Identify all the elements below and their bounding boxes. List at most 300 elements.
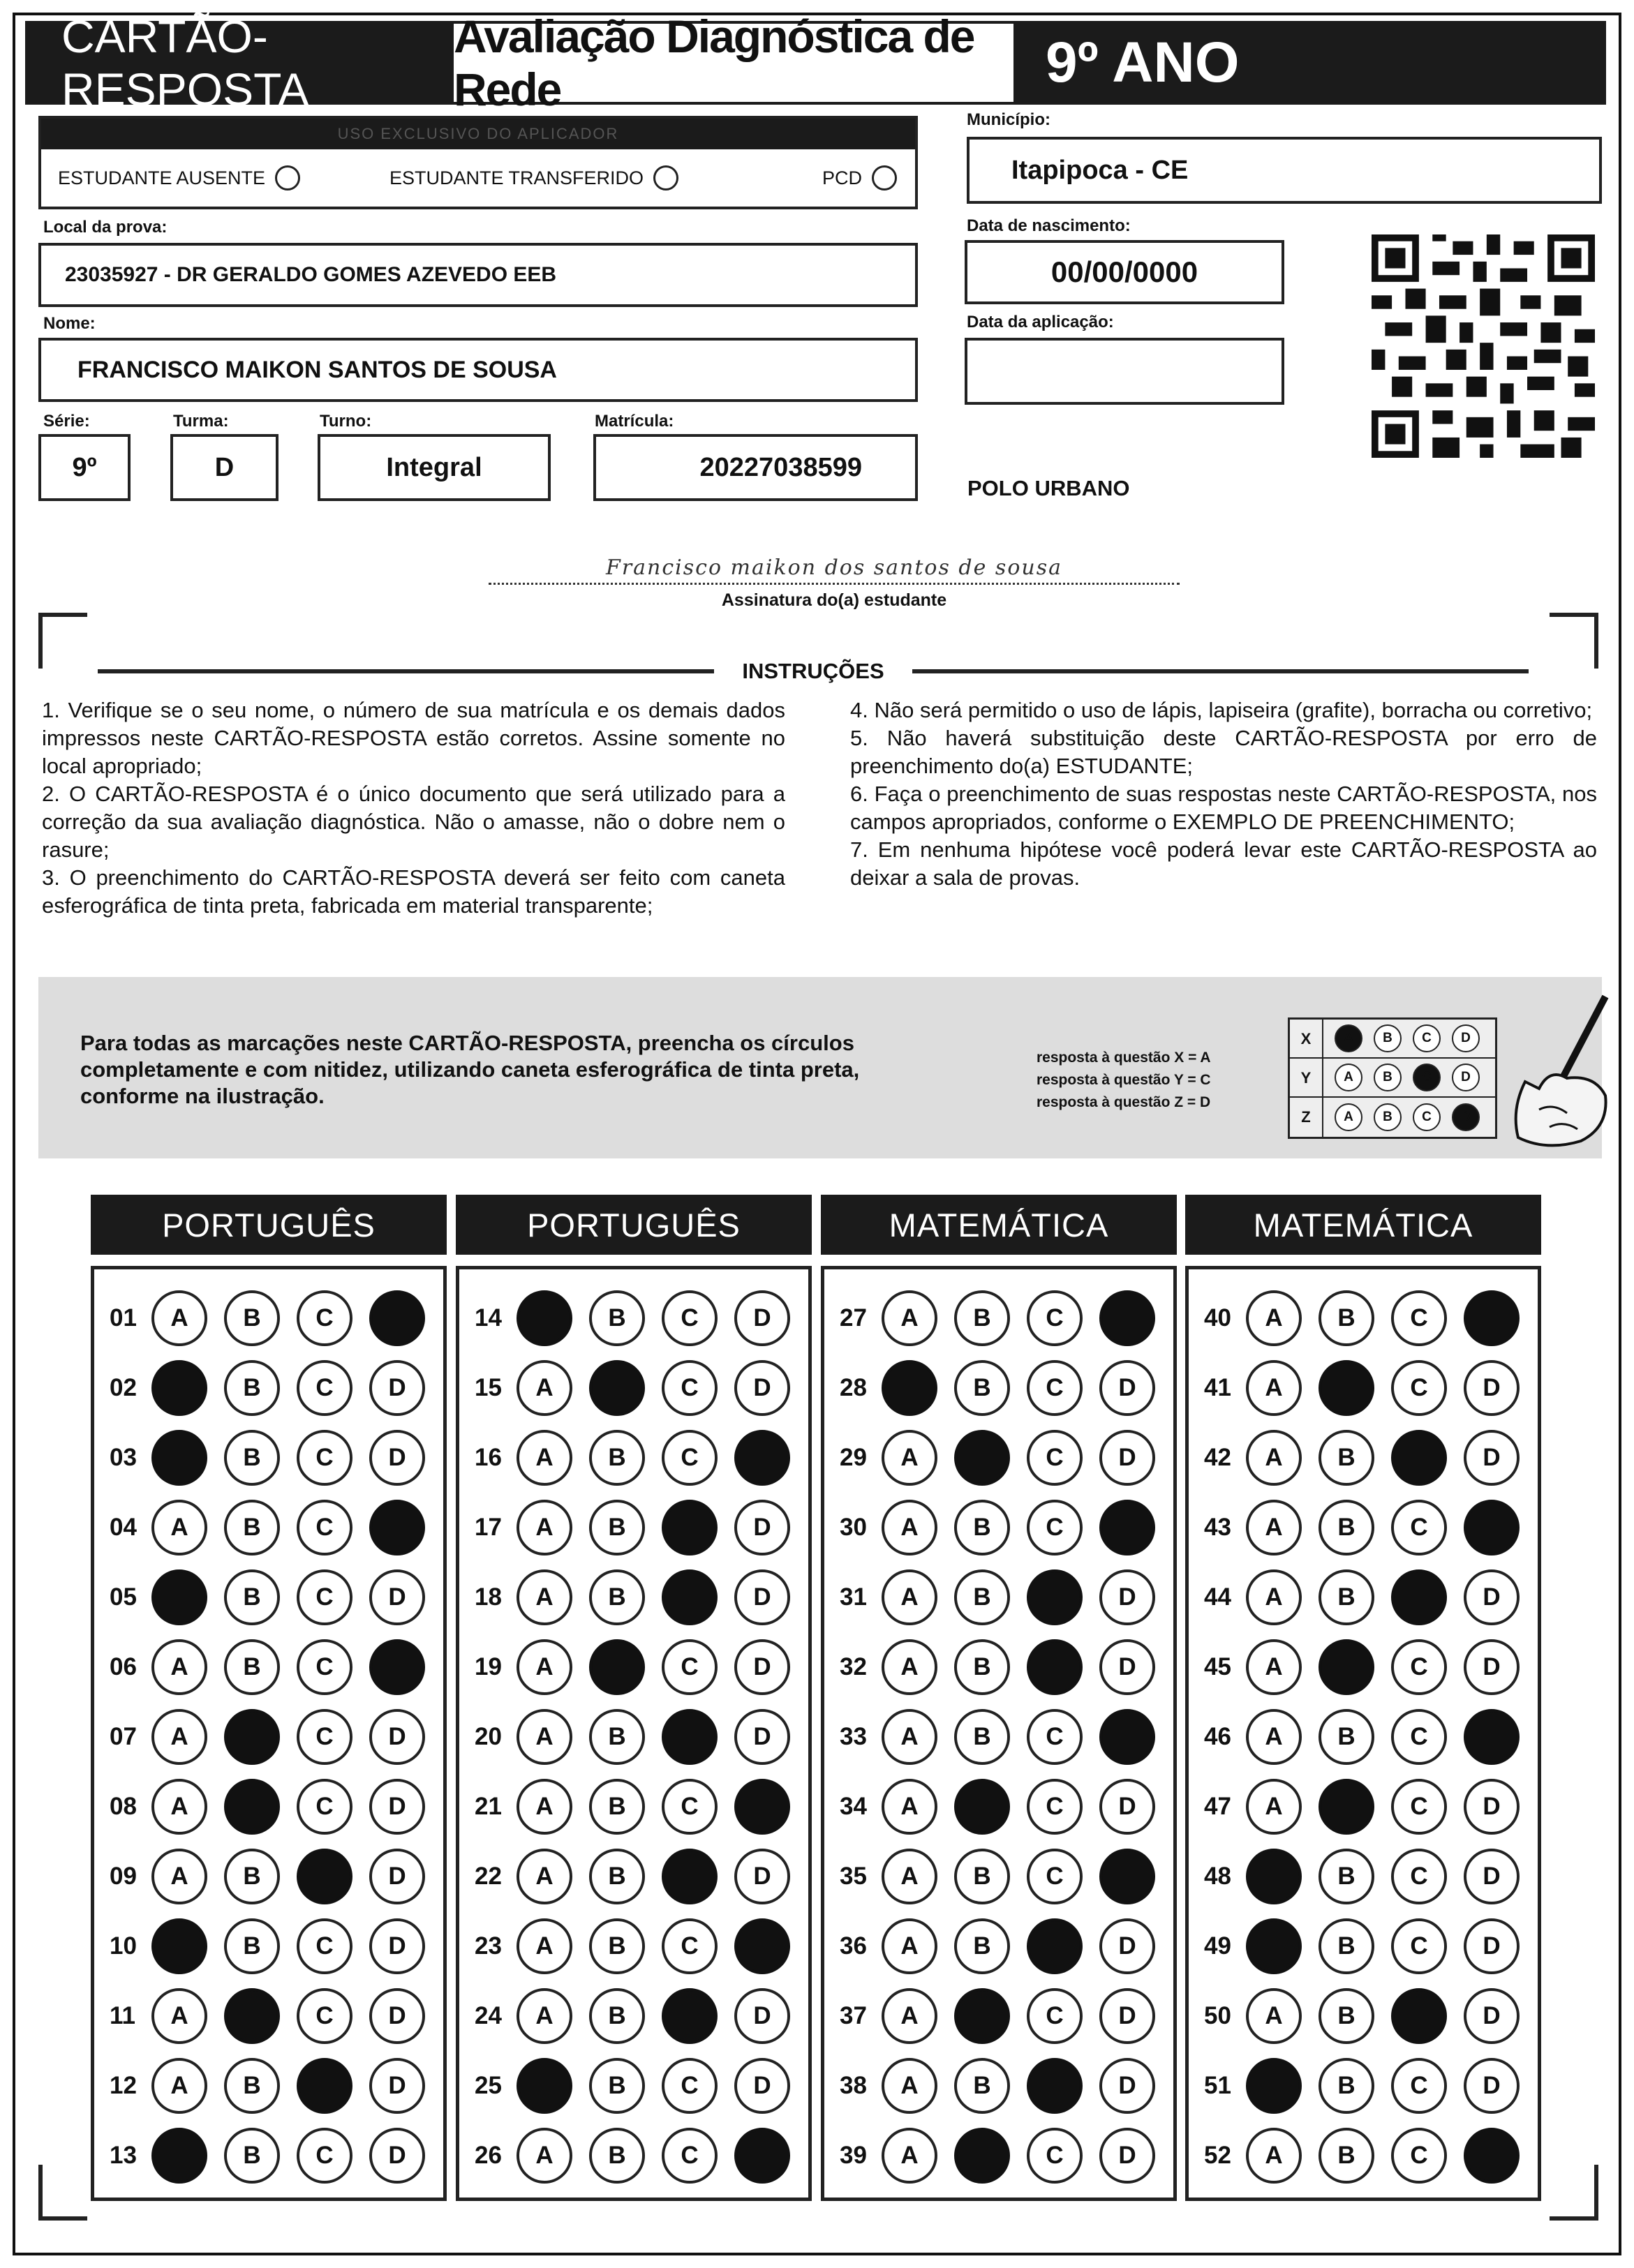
answer-bubble-b[interactable]: B (1319, 1500, 1374, 1555)
answer-bubble-a[interactable]: A (517, 1918, 572, 1974)
answer-bubble-a[interactable] (1246, 1918, 1302, 1974)
answer-bubble-b[interactable]: B (1319, 1569, 1374, 1625)
answer-bubble-b[interactable]: B (954, 1639, 1010, 1695)
answer-bubble-c[interactable]: C (1391, 1918, 1447, 1974)
answer-bubble-a[interactable]: A (882, 2058, 937, 2114)
polo-label: POLO URBANO (967, 476, 1130, 500)
answer-bubble-c[interactable] (297, 1849, 352, 1904)
answer-section (91, 1195, 447, 2201)
answer-bubble-d[interactable]: D (734, 1639, 790, 1695)
legend-item: resposta à questão X = A (1037, 1050, 1211, 1066)
question-number: 20 (475, 1723, 502, 1750)
answer-bubble-a[interactable]: A (1246, 1500, 1302, 1555)
answer-bubble-c[interactable]: C (662, 1290, 718, 1346)
answer-bubble-a[interactable]: A (517, 1430, 572, 1486)
answer-bubble-d[interactable]: D (369, 1360, 425, 1416)
answer-bubble-b[interactable]: B (589, 1849, 645, 1904)
question-row (824, 1283, 1173, 1353)
example-bubble: C (1413, 1024, 1441, 1052)
answer-bubble-a[interactable]: A (517, 1779, 572, 1835)
instruction-item: 7. Em nenhuma hipótese você poderá levar este CARTÃO-RESPOSTA ao deixar a sala de provas. (850, 837, 1597, 890)
answer-bubble-c[interactable]: C (1391, 1360, 1447, 1416)
answer-bubble-d[interactable] (734, 2128, 790, 2184)
answer-bubble-c[interactable] (1391, 1988, 1447, 2044)
answer-bubble-c[interactable]: C (297, 1290, 352, 1346)
answer-bubble-d[interactable]: D (1464, 1849, 1520, 1904)
answer-bubble-b[interactable]: B (1319, 1918, 1374, 1974)
question-number: 21 (475, 1793, 502, 1820)
answer-bubble-c[interactable] (1027, 1639, 1083, 1695)
answer-bubble-c[interactable] (662, 1709, 718, 1765)
instructions-right (850, 696, 1597, 892)
answer-bubble-b[interactable]: B (589, 1709, 645, 1765)
answer-bubble-b[interactable]: B (1319, 1988, 1374, 2044)
answer-bubble-b[interactable]: B (224, 1849, 280, 1904)
instructions-title (98, 657, 1529, 685)
answer-bubble-a[interactable]: A (882, 1639, 937, 1695)
answer-bubble-d[interactable] (1099, 1709, 1155, 1765)
answer-bubble-c[interactable]: C (662, 1360, 718, 1416)
answer-bubble-c[interactable] (662, 1500, 718, 1555)
answer-bubble-d[interactable] (1464, 1500, 1520, 1555)
answer-bubble-c[interactable]: C (662, 1430, 718, 1486)
answer-bubble-c[interactable]: C (1391, 1849, 1447, 1904)
question-row (1189, 1772, 1538, 1842)
answer-bubble-a[interactable]: A (882, 1918, 937, 1974)
question-number: 27 (840, 1304, 867, 1331)
answer-bubble-c[interactable]: C (1027, 1500, 1083, 1555)
question-row (824, 1911, 1173, 1981)
answer-bubble-b[interactable]: B (224, 1360, 280, 1416)
question-row (94, 1353, 443, 1423)
answer-bubble-b[interactable] (954, 1988, 1010, 2044)
answer-bubble-a[interactable]: A (882, 1500, 937, 1555)
question-number: 14 (475, 1304, 502, 1331)
answer-bubble-d[interactable]: D (734, 1500, 790, 1555)
answer-bubble-a[interactable]: A (882, 1988, 937, 2044)
answer-bubble-d[interactable]: D (1099, 2128, 1155, 2184)
answer-bubble-d[interactable] (1464, 2128, 1520, 2184)
answer-bubble-c[interactable]: C (1391, 1779, 1447, 1835)
question-number: 32 (840, 1653, 867, 1680)
answer-bubble-d[interactable]: D (1099, 1988, 1155, 2044)
answer-bubble-b[interactable]: B (224, 1290, 280, 1346)
question-row (459, 1423, 808, 1493)
answer-bubble-d[interactable]: D (1099, 1360, 1155, 1416)
answer-bubble-d[interactable]: D (369, 1709, 425, 1765)
answer-bubble-c[interactable]: C (297, 1779, 352, 1835)
answer-bubble-d[interactable]: D (1099, 2058, 1155, 2114)
answer-bubble-a[interactable]: A (882, 1290, 937, 1346)
answer-bubble-a[interactable]: A (517, 1709, 572, 1765)
absent-radio[interactable] (275, 165, 300, 191)
answer-bubble-c[interactable] (1391, 1569, 1447, 1625)
question-row (1189, 1562, 1538, 1632)
answer-bubble-c[interactable]: C (1027, 1430, 1083, 1486)
answer-bubble-d[interactable] (734, 1430, 790, 1486)
answer-bubble-a[interactable]: A (151, 2058, 207, 2114)
answer-bubble-a[interactable] (1246, 2058, 1302, 2114)
answer-bubble-c[interactable]: C (297, 1988, 352, 2044)
answer-bubble-b[interactable]: B (954, 1360, 1010, 1416)
answer-bubble-c[interactable]: C (297, 2128, 352, 2184)
answer-bubble-c[interactable]: C (1027, 2128, 1083, 2184)
answer-bubble-c[interactable]: C (1391, 2058, 1447, 2114)
question-row (1189, 1981, 1538, 2051)
answer-bubble-d[interactable]: D (1099, 1639, 1155, 1695)
answer-bubble-c[interactable] (662, 1988, 718, 2044)
answer-bubble-a[interactable]: A (1246, 1360, 1302, 1416)
answer-bubble-b[interactable] (224, 1779, 280, 1835)
answer-bubble-b[interactable]: B (589, 1918, 645, 1974)
answer-bubble-d[interactable]: D (1464, 1569, 1520, 1625)
answer-bubble-b[interactable]: B (1319, 2128, 1374, 2184)
answer-bubble-d[interactable] (1464, 1290, 1520, 1346)
answer-bubble-a[interactable] (151, 1360, 207, 1416)
answer-bubble-b[interactable]: B (224, 1918, 280, 1974)
question-row (824, 1493, 1173, 1562)
question-number: 38 (840, 2072, 867, 2099)
answer-bubble-c[interactable]: C (1027, 1779, 1083, 1835)
answer-bubble-b[interactable]: B (1319, 1290, 1374, 1346)
answer-bubble-c[interactable]: C (297, 1430, 352, 1486)
answer-bubble-b[interactable]: B (1319, 1430, 1374, 1486)
answer-bubble-b[interactable]: B (224, 1500, 280, 1555)
answer-bubble-b[interactable]: B (954, 1709, 1010, 1765)
question-row (459, 1353, 808, 1423)
answer-bubble-b[interactable] (224, 1709, 280, 1765)
answer-bubble-a[interactable]: A (151, 1988, 207, 2044)
application-date-label: Data da aplicação: (967, 313, 1114, 331)
answer-bubble-b[interactable]: B (954, 1569, 1010, 1625)
answer-bubble-b[interactable]: B (589, 1430, 645, 1486)
answer-bubble-a[interactable] (1246, 1849, 1302, 1904)
answer-bubble-b[interactable]: B (954, 1849, 1010, 1904)
question-row (459, 1493, 808, 1562)
answer-bubble-a[interactable]: A (517, 1988, 572, 2044)
answer-bubble-d[interactable] (1099, 1849, 1155, 1904)
question-row (824, 1981, 1173, 2051)
question-number: 50 (1204, 2002, 1231, 2029)
answer-bubble-a[interactable]: A (517, 1500, 572, 1555)
answer-bubble-a[interactable]: A (151, 1500, 207, 1555)
answer-bubble-d[interactable]: D (369, 1988, 425, 2044)
answer-bubble-d[interactable]: D (369, 1430, 425, 1486)
answer-bubble-c[interactable]: C (1027, 1988, 1083, 2044)
answer-bubble-a[interactable]: A (151, 1290, 207, 1346)
answer-bubble-b[interactable]: B (589, 1500, 645, 1555)
answer-bubble-d[interactable]: D (369, 2058, 425, 2114)
answer-bubble-d[interactable] (1099, 1290, 1155, 1346)
answer-bubble-b[interactable]: B (954, 1290, 1010, 1346)
answer-bubble-b[interactable]: B (589, 1779, 645, 1835)
answer-bubble-a[interactable] (151, 1569, 207, 1625)
answer-bubble-c[interactable]: C (1391, 2128, 1447, 2184)
answer-bubble-c[interactable]: C (1391, 1709, 1447, 1765)
answer-section (821, 1195, 1177, 2201)
answer-bubble-a[interactable]: A (1246, 1290, 1302, 1346)
question-row (1189, 1911, 1538, 1981)
answer-bubble-c[interactable]: C (1391, 1290, 1447, 1346)
answer-bubble-a[interactable]: A (1246, 1639, 1302, 1695)
answer-bubble-d[interactable] (369, 1500, 425, 1555)
question-row (459, 1283, 808, 1353)
question-row (94, 1562, 443, 1632)
question-number: 03 (110, 1444, 137, 1471)
answer-bubble-c[interactable]: C (297, 1918, 352, 1974)
question-number: 06 (110, 1653, 137, 1680)
answer-bubble-a[interactable] (517, 1290, 572, 1346)
answer-bubble-c[interactable] (662, 1569, 718, 1625)
answer-bubble-a[interactable]: A (1246, 1779, 1302, 1835)
answer-bubble-d[interactable]: D (1099, 1918, 1155, 1974)
answer-bubble-a[interactable] (151, 1430, 207, 1486)
question-row (1189, 1423, 1538, 1493)
question-row (94, 1981, 443, 2051)
example-bubble: B (1374, 1103, 1402, 1131)
answer-bubble-a[interactable]: A (882, 1569, 937, 1625)
answer-bubble-d[interactable]: D (734, 1988, 790, 2044)
answer-bubble-a[interactable]: A (1246, 1430, 1302, 1486)
answer-bubble-b[interactable] (589, 1639, 645, 1695)
question-row (824, 1562, 1173, 1632)
answer-bubble-b[interactable]: B (1319, 2058, 1374, 2114)
answer-bubble-c[interactable]: C (662, 1918, 718, 1974)
question-row (94, 1632, 443, 1702)
answer-bubble-a[interactable]: A (1246, 1988, 1302, 2044)
question-number: 04 (110, 1514, 137, 1541)
answer-bubble-d[interactable]: D (1464, 1430, 1520, 1486)
hand-pen-icon (1483, 991, 1616, 1151)
answer-bubble-b[interactable]: B (589, 2058, 645, 2114)
section-body (1185, 1266, 1541, 2201)
answer-bubble-a[interactable]: A (151, 1849, 207, 1904)
answer-bubble-a[interactable]: A (882, 1430, 937, 1486)
instruction-item: 2. O CARTÃO-RESPOSTA é o único documento que será utilizado para a correção da sua avaliação diagnóstica. Não o amasse, não o dobre nem o rasure; (42, 782, 785, 862)
answer-bubble-c[interactable] (1027, 1569, 1083, 1625)
answer-bubble-d[interactable] (734, 1779, 790, 1835)
question-row (1189, 1842, 1538, 1911)
signature[interactable]: Francisco maikon dos santos de sousa (489, 555, 1180, 585)
transferred-option[interactable] (389, 165, 822, 191)
answer-bubble-b[interactable]: B (954, 1918, 1010, 1974)
answer-bubble-a[interactable]: A (151, 1709, 207, 1765)
answer-bubble-b[interactable] (224, 1988, 280, 2044)
answer-bubble-b[interactable]: B (1319, 1849, 1374, 1904)
answer-bubble-a[interactable]: A (517, 1360, 572, 1416)
question-number: 36 (840, 1932, 867, 1960)
answer-bubble-a[interactable] (517, 2058, 572, 2114)
answer-bubble-b[interactable]: B (224, 2058, 280, 2114)
answer-bubble-d[interactable]: D (734, 1360, 790, 1416)
answer-bubble-a[interactable]: A (882, 1779, 937, 1835)
answer-bubble-b[interactable]: B (954, 2058, 1010, 2114)
question-row (824, 1353, 1173, 1423)
question-number: 39 (840, 2142, 867, 2169)
transferred-radio[interactable] (653, 165, 678, 191)
answer-bubble-d[interactable]: D (1464, 1918, 1520, 1974)
question-number: 28 (840, 1374, 867, 1401)
answer-bubble-d[interactable]: D (734, 1569, 790, 1625)
answer-bubble-d[interactable]: D (1464, 1779, 1520, 1835)
example-grid (1288, 1017, 1497, 1139)
applicator-bar: USO EXCLUSIVO DO APLICADOR (41, 119, 915, 149)
question-number: 51 (1204, 2072, 1231, 2099)
question-row (824, 1702, 1173, 1772)
answer-bubble-d[interactable]: D (1464, 2058, 1520, 2114)
answer-bubble-b[interactable] (589, 1360, 645, 1416)
instructions-heading: INSTRUÇÕES (742, 659, 884, 683)
answer-bubble-c[interactable]: C (1027, 1849, 1083, 1904)
answer-bubble-d[interactable] (369, 1290, 425, 1346)
absent-option[interactable] (58, 165, 389, 191)
turno-label: Turno: (320, 412, 372, 431)
answer-bubble-d[interactable] (734, 1918, 790, 1974)
question-number: 10 (110, 1932, 137, 1960)
answer-bubble-c[interactable]: C (297, 1709, 352, 1765)
birth-field: 00/00/0000 (965, 240, 1284, 304)
answer-bubble-d[interactable]: D (369, 1569, 425, 1625)
answer-bubble-b[interactable] (1319, 1779, 1374, 1835)
answer-bubble-b[interactable]: B (589, 2128, 645, 2184)
answer-bubble-a[interactable]: A (1246, 1709, 1302, 1765)
answer-bubble-c[interactable]: C (1027, 1709, 1083, 1765)
answer-bubble-c[interactable]: C (662, 1779, 718, 1835)
answer-bubble-c[interactable] (1027, 1918, 1083, 1974)
pcd-radio[interactable] (872, 165, 897, 191)
answer-bubble-c[interactable]: C (297, 1639, 352, 1695)
example-legend (1037, 1047, 1211, 1114)
question-row (1189, 1632, 1538, 1702)
answer-bubble-a[interactable]: A (517, 1849, 572, 1904)
answer-bubble-c[interactable]: C (1027, 1290, 1083, 1346)
pcd-option[interactable] (822, 165, 897, 191)
answer-bubble-d[interactable]: D (369, 1849, 425, 1904)
answer-bubble-a[interactable]: A (882, 1849, 937, 1904)
question-row (459, 1632, 808, 1702)
answer-bubble-a[interactable]: A (1246, 1569, 1302, 1625)
instruction-item: 3. O preenchimento do CARTÃO-RESPOSTA deverá ser feito com caneta esferográfica de tinta preta, fabricada em material transparente; (42, 865, 785, 918)
answer-bubble-d[interactable]: D (734, 1709, 790, 1765)
transferred-label: ESTUDANTE TRANSFERIDO (389, 167, 644, 188)
question-number: 31 (840, 1583, 867, 1611)
answer-bubble-c[interactable]: C (662, 2058, 718, 2114)
answer-bubble-d[interactable]: D (734, 2058, 790, 2114)
question-row (94, 2121, 443, 2191)
question-row (459, 1911, 808, 1981)
answer-bubble-c[interactable]: C (1027, 1360, 1083, 1416)
answer-bubble-d[interactable]: D (1099, 1569, 1155, 1625)
answer-bubble-d[interactable]: D (1099, 1430, 1155, 1486)
answer-bubble-d[interactable]: D (1464, 1639, 1520, 1695)
answer-bubble-b[interactable]: B (224, 1569, 280, 1625)
answer-bubble-c[interactable]: C (297, 1500, 352, 1555)
answer-bubble-c[interactable] (1027, 2058, 1083, 2114)
answer-bubble-d[interactable]: D (369, 2128, 425, 2184)
answer-bubble-b[interactable]: B (589, 1988, 645, 2044)
answer-bubble-c[interactable]: C (1391, 1639, 1447, 1695)
answer-bubble-a[interactable]: A (517, 1639, 572, 1695)
answer-bubble-a[interactable] (151, 1918, 207, 1974)
answer-bubble-b[interactable]: B (954, 1500, 1010, 1555)
answer-bubble-a[interactable]: A (517, 1569, 572, 1625)
answer-bubble-d[interactable]: D (734, 1849, 790, 1904)
answer-bubble-d[interactable]: D (734, 1290, 790, 1346)
answer-bubble-c[interactable]: C (297, 1360, 352, 1416)
example-row (1290, 1059, 1495, 1098)
answer-bubble-a[interactable]: A (151, 1639, 207, 1695)
answer-bubble-c[interactable] (1391, 1430, 1447, 1486)
turma-field: D (170, 434, 278, 501)
answer-bubble-b[interactable]: B (224, 1639, 280, 1695)
question-row (94, 1493, 443, 1562)
question-number: 11 (110, 2002, 135, 2029)
question-number: 25 (475, 2072, 502, 2099)
answer-bubble-a[interactable]: A (517, 2128, 572, 2184)
question-row (94, 1423, 443, 1493)
answer-bubble-a[interactable]: A (1246, 2128, 1302, 2184)
answer-bubble-a[interactable] (882, 1360, 937, 1416)
answer-bubble-a[interactable]: A (882, 2128, 937, 2184)
question-number: 07 (110, 1723, 137, 1750)
answer-bubble-d[interactable]: D (369, 1918, 425, 1974)
question-number: 40 (1204, 1304, 1231, 1331)
absent-label: ESTUDANTE AUSENTE (58, 167, 266, 188)
answer-bubble-a[interactable] (151, 2128, 207, 2184)
answer-bubble-d[interactable] (1099, 1500, 1155, 1555)
answer-bubble-d[interactable]: D (369, 1779, 425, 1835)
question-row (1189, 1353, 1538, 1423)
answer-bubble-c[interactable] (297, 2058, 352, 2114)
answer-bubble-d[interactable]: D (1464, 1988, 1520, 2044)
answer-bubble-c[interactable] (662, 1849, 718, 1904)
answer-bubble-b[interactable]: B (224, 1430, 280, 1486)
instruction-item: 1. Verifique se o seu nome, o número de sua matrícula e os demais dados impressos neste CARTÃO-RESPOSTA estão corretos. Assine somente no local apropriado; (42, 698, 785, 778)
answer-bubble-a[interactable]: A (882, 1709, 937, 1765)
answer-bubble-a[interactable]: A (151, 1779, 207, 1835)
question-row (459, 2051, 808, 2121)
answer-bubble-c[interactable]: C (662, 2128, 718, 2184)
answer-bubble-b[interactable] (954, 1779, 1010, 1835)
question-number: 26 (475, 2142, 502, 2169)
answer-bubble-c[interactable]: C (1391, 1500, 1447, 1555)
answer-bubble-b[interactable] (1319, 1360, 1374, 1416)
question-row (94, 2051, 443, 2121)
answer-bubble-c[interactable]: C (662, 1639, 718, 1695)
example-bubble: B (1374, 1064, 1402, 1091)
answer-bubble-b[interactable] (954, 2128, 1010, 2184)
header (25, 10, 1606, 115)
question-number: 09 (110, 1863, 137, 1890)
question-number: 13 (110, 2142, 137, 2169)
answer-bubble-b[interactable]: B (589, 1569, 645, 1625)
answer-bubble-d[interactable] (1464, 1709, 1520, 1765)
question-row (824, 1842, 1173, 1911)
answer-bubble-b[interactable] (1319, 1639, 1374, 1695)
answer-bubble-b[interactable]: B (589, 1290, 645, 1346)
answer-bubble-b[interactable] (954, 1430, 1010, 1486)
answer-bubble-d[interactable]: D (1099, 1779, 1155, 1835)
answer-bubble-c[interactable]: C (297, 1569, 352, 1625)
municipio-field: Itapipoca - CE (967, 137, 1602, 204)
answer-bubble-d[interactable] (369, 1639, 425, 1695)
question-number: 30 (840, 1514, 867, 1541)
pcd-label: PCD (822, 167, 863, 188)
answer-bubble-b[interactable]: B (224, 2128, 280, 2184)
corner-mark (1550, 613, 1598, 669)
answer-bubble-b[interactable]: B (1319, 1709, 1374, 1765)
answer-bubble-d[interactable]: D (1464, 1360, 1520, 1416)
